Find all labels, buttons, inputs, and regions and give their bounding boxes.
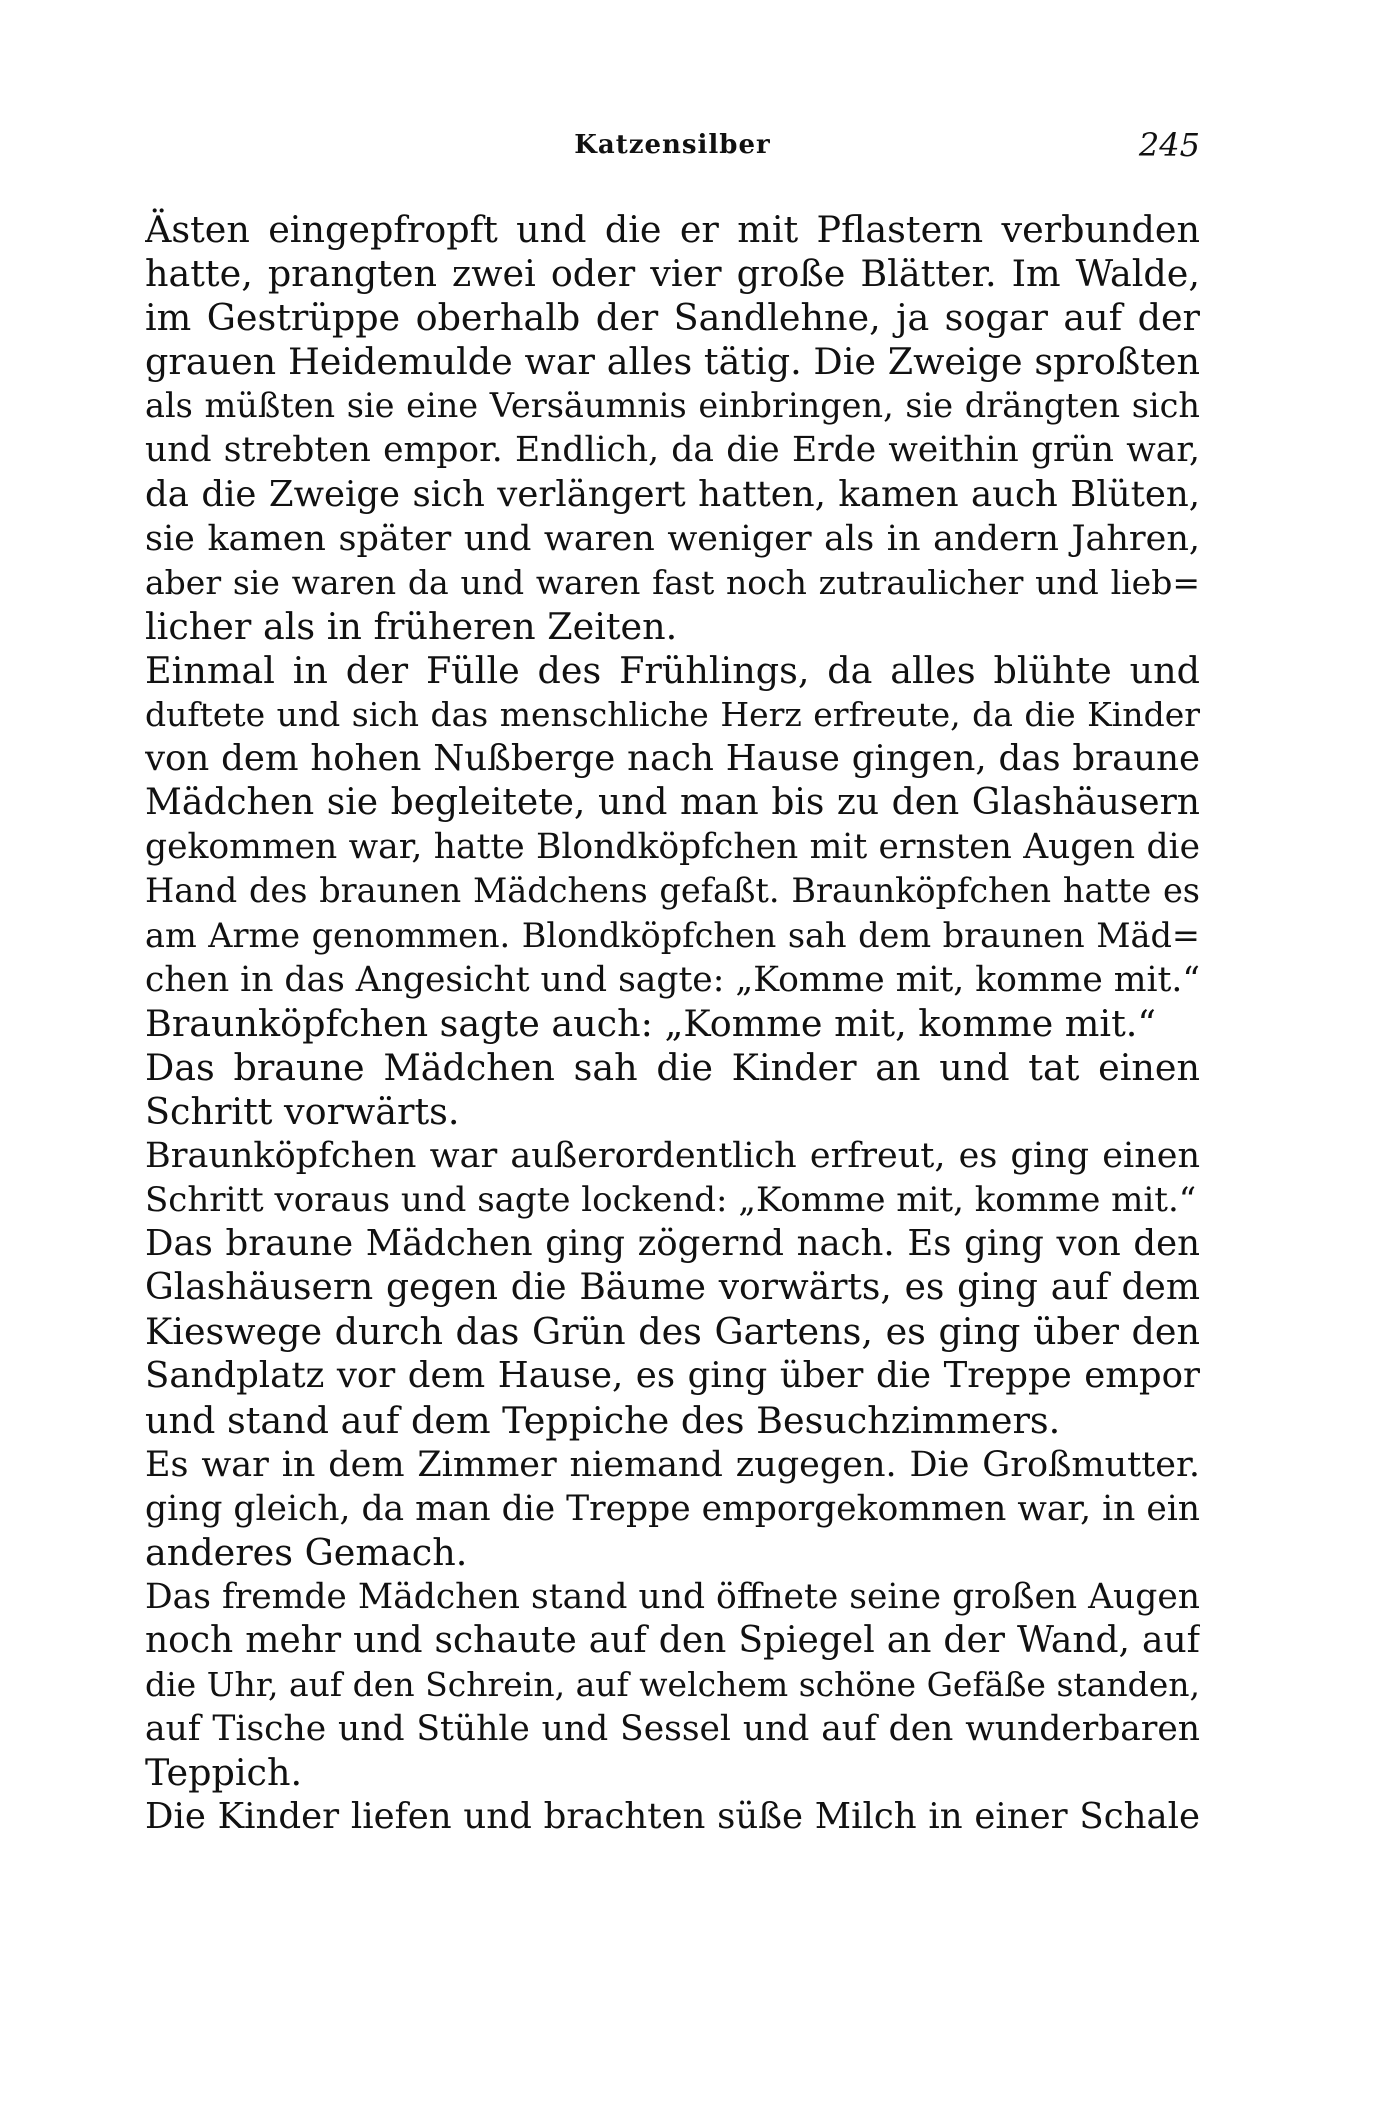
text-line: ging gleich, da man die Treppe emporgekommen war, in ein bbox=[145, 1488, 1200, 1529]
text-line: Glashäusern gegen die Bäume vorwärts, es ging auf dem bbox=[145, 1267, 1200, 1309]
text-line: Schritt vorwärts. bbox=[145, 1089, 460, 1133]
text-line: noch mehr und schaute auf den Spiegel an der Wand, auf bbox=[145, 1620, 1200, 1661]
text-line: da die Zweige sich verlängert hatten, kamen auch Blüten, bbox=[145, 473, 1200, 515]
body-text bbox=[145, 208, 1200, 1839]
text-line: als müßten sie eine Versäumnis einbringen, sie drängten sich bbox=[145, 386, 1200, 426]
text-line: Braunköpfchen sagte auch: „Komme mit, komme mit.“ bbox=[145, 1001, 1157, 1045]
text-line: Mädchen sie begleitete, und man bis zu den Glashäusern bbox=[145, 782, 1200, 824]
text-line: Hand des braunen Mädchens gefaßt. Braunköpfchen hatte es bbox=[145, 871, 1200, 911]
text-line: die Uhr, auf den Schrein, auf welchem schöne Gefäße standen, bbox=[145, 1665, 1200, 1705]
text-line: und stand auf dem Teppiche des Besuchzimmers. bbox=[145, 1398, 1061, 1442]
text-line: chen in das Angesicht und sagte: „Komme mit, komme mit.“ bbox=[145, 959, 1200, 1000]
text-line: auf Tische und Stühle und Sessel und auf den wunderbaren bbox=[145, 1709, 1200, 1750]
text-line: Kieswege durch das Grün des Gartens, es ging über den bbox=[145, 1310, 1200, 1354]
text-line: gekommen war, hatte Blondköpfchen mit ernsten Augen die bbox=[145, 827, 1200, 868]
text-line: Einmal in der Fülle des Frühlings, da alles blühte und bbox=[145, 648, 1200, 692]
text-line: hatte, prangten zwei oder vier große Blätter. Im Walde, bbox=[145, 252, 1200, 296]
page-header bbox=[145, 126, 1200, 166]
text-line: Braunköpfchen war außerordentlich erfreut, es ging einen bbox=[145, 1135, 1200, 1176]
text-line: Sandplatz vor dem Hause, es ging über die Treppe empor bbox=[145, 1355, 1200, 1397]
running-title: Katzensilber bbox=[574, 130, 771, 160]
text-line: Das braune Mädchen ging zögernd nach. Es ging von den bbox=[145, 1223, 1200, 1265]
text-line: licher als in früheren Zeiten. bbox=[145, 604, 678, 648]
text-line: Schritt voraus und sagte lockend: „Komme mit, komme mit.“ bbox=[145, 1180, 1197, 1221]
text-line: grauen Heidemulde war alles tätig. Die Zweige sproßten bbox=[145, 340, 1200, 384]
text-line: Das braune Mädchen sah die Kinder an und tat einen bbox=[145, 1045, 1200, 1089]
text-line: sie kamen später und waren weniger als in andern Jahren, bbox=[145, 518, 1200, 559]
text-line: duftete und sich das menschliche Herz erfreute, da die Kinder bbox=[145, 695, 1200, 735]
text-line: von dem hohen Nußberge nach Hause gingen, das braune bbox=[145, 738, 1200, 780]
text-line: Die Kinder liefen und brachten süße Milch in einer Schale bbox=[145, 1796, 1200, 1838]
text-line: Das fremde Mädchen stand und öffnete seine großen Augen bbox=[145, 1576, 1200, 1617]
text-line: anderes Gemach. bbox=[145, 1530, 468, 1574]
text-line: Ästen eingepfropft und die er mit Pflastern verbunden bbox=[145, 208, 1200, 251]
text-line: im Gestrüppe oberhalb der Sandlehne, ja sogar auf der bbox=[145, 296, 1200, 340]
text-line: Es war in dem Zimmer niemand zugegen. Die Großmutter. bbox=[145, 1444, 1200, 1485]
text-line: und strebten empor. Endlich, da die Erde weithin grün war, bbox=[145, 430, 1200, 471]
page-number: 245 bbox=[1138, 126, 1200, 164]
text-line: Teppich. bbox=[145, 1751, 303, 1795]
text-line: aber sie waren da und waren fast noch zutraulicher und lieb= bbox=[145, 562, 1200, 602]
text-line: am Arme genommen. Blondköpfchen sah dem braunen Mäd= bbox=[145, 915, 1200, 955]
